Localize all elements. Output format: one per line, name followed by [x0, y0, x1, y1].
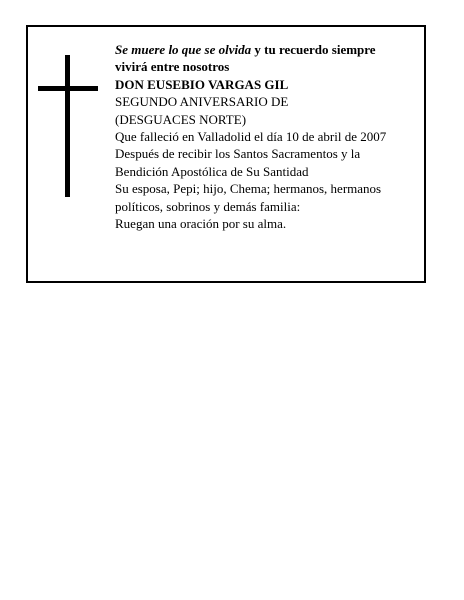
family-line-2: políticos, sobrinos y demás familia: — [115, 198, 301, 214]
epitaph-line-2: vivirá entre nosotros — [115, 59, 230, 75]
deceased-name: DON EUSEBIO VARGAS GIL — [115, 76, 289, 92]
epitaph-line-1 — [115, 41, 415, 58]
cross-horizontal-bar — [38, 86, 98, 91]
obituary-text — [115, 41, 415, 232]
family-line-1: Su esposa, Pepi; hijo, Chema; hermanos, hermanos — [115, 181, 382, 197]
cross-vertical-bar — [65, 55, 70, 197]
cross-icon — [38, 55, 98, 197]
epitaph-italic: Se muere lo que se olvida — [115, 42, 252, 57]
company-line: (DESGUACES NORTE) — [115, 111, 247, 127]
prayer-request-line: Ruegan una oración por su alma. — [115, 216, 287, 232]
obituary-notice-frame — [26, 25, 426, 283]
anniversary-line: SEGUNDO ANIVERSARIO DE — [115, 94, 289, 110]
sacraments-line-1: Después de recibir los Santos Sacramentos y la — [115, 146, 361, 162]
epitaph-rest: y tu recuerdo siempre — [251, 42, 376, 57]
sacraments-line-2: Bendición Apostólica de Su Santidad — [115, 163, 309, 179]
death-info-line: Que falleció en Valladolid el día 10 de abril de 2007 — [115, 129, 387, 145]
